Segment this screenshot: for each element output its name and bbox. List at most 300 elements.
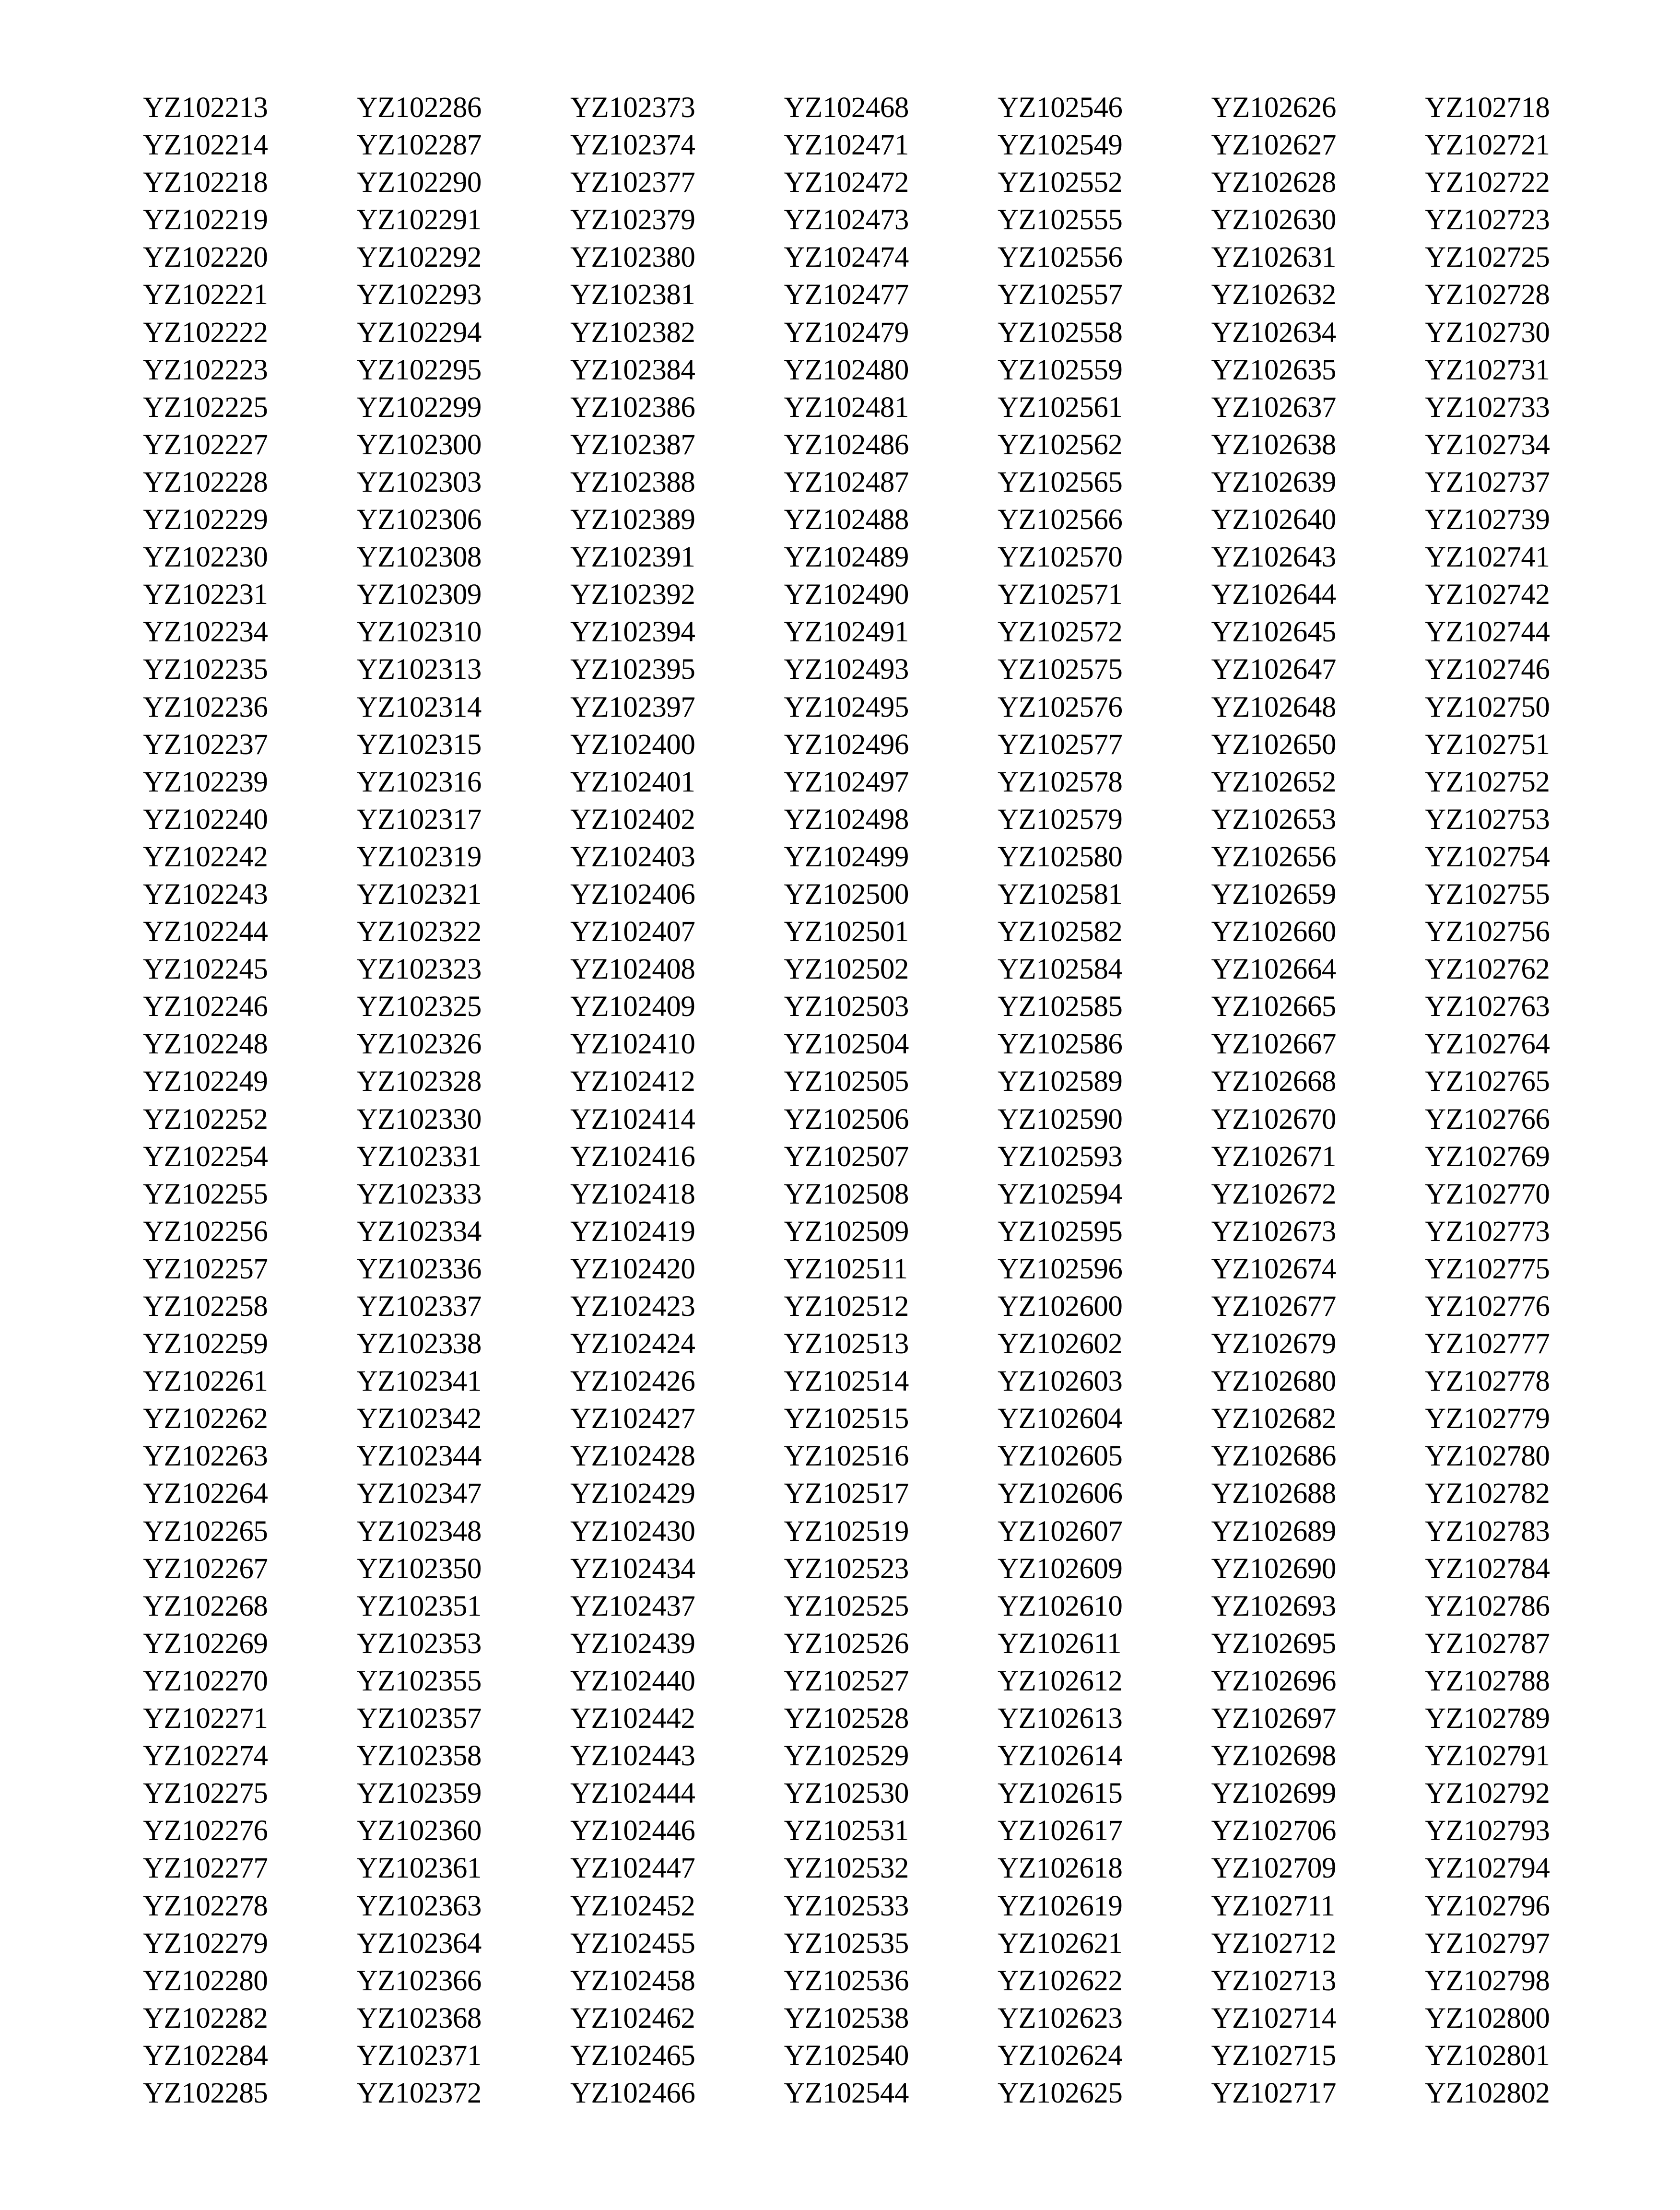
id-list-item: YZ102314 xyxy=(356,691,482,723)
id-list-item: YZ102503 xyxy=(784,991,909,1023)
id-list-item: YZ102371 xyxy=(356,2039,482,2072)
id-list-item: YZ102668 xyxy=(1211,1065,1336,1098)
id-column-7 xyxy=(1425,89,1639,2112)
id-list-item: YZ102363 xyxy=(356,1890,482,1922)
id-list-item: YZ102737 xyxy=(1425,466,1550,498)
id-list-item: YZ102392 xyxy=(570,579,695,611)
id-list-item: YZ102341 xyxy=(356,1365,482,1398)
id-list-item: YZ102214 xyxy=(143,129,268,162)
id-list-item: YZ102752 xyxy=(1425,766,1550,798)
id-list-item: YZ102723 xyxy=(1425,204,1550,236)
id-list-item: YZ102490 xyxy=(784,579,909,611)
id-list-item: YZ102600 xyxy=(998,1290,1123,1323)
id-list-item: YZ102614 xyxy=(998,1740,1123,1773)
id-list-item: YZ102336 xyxy=(356,1253,482,1285)
id-list-item: YZ102504 xyxy=(784,1028,909,1061)
id-list-item: YZ102582 xyxy=(998,916,1123,948)
id-list-item: YZ102397 xyxy=(570,691,695,723)
id-list-item: YZ102466 xyxy=(570,2077,695,2109)
id-list-item: YZ102263 xyxy=(143,1440,268,1473)
id-list-item: YZ102626 xyxy=(1211,92,1336,124)
id-list-item: YZ102455 xyxy=(570,1927,695,1960)
id-list-item: YZ102493 xyxy=(784,653,909,686)
id-list-item: YZ102679 xyxy=(1211,1328,1336,1360)
id-list-item: YZ102359 xyxy=(356,1777,482,1810)
id-list-item: YZ102615 xyxy=(998,1777,1123,1810)
id-list-item: YZ102275 xyxy=(143,1777,268,1810)
id-list-item: YZ102623 xyxy=(998,2002,1123,2034)
id-list-item: YZ102753 xyxy=(1425,803,1550,836)
id-list-item: YZ102465 xyxy=(570,2039,695,2072)
id-list-item: YZ102696 xyxy=(1211,1665,1336,1697)
id-list-item: YZ102252 xyxy=(143,1103,268,1135)
id-list-item: YZ102282 xyxy=(143,2002,268,2034)
id-list-item: YZ102555 xyxy=(998,204,1123,236)
id-list-item: YZ102578 xyxy=(998,766,1123,798)
id-list-item: YZ102373 xyxy=(570,92,695,124)
id-list-item: YZ102764 xyxy=(1425,1028,1550,1061)
id-list-item: YZ102698 xyxy=(1211,1740,1336,1773)
id-list-item: YZ102299 xyxy=(356,391,482,424)
id-list-item: YZ102331 xyxy=(356,1140,482,1173)
id-list-item: YZ102526 xyxy=(784,1627,909,1660)
id-list-item: YZ102368 xyxy=(356,2002,482,2034)
id-list-item: YZ102566 xyxy=(998,504,1123,536)
id-list-item: YZ102610 xyxy=(998,1590,1123,1622)
id-list-item: YZ102424 xyxy=(570,1328,695,1360)
id-list-item: YZ102487 xyxy=(784,466,909,498)
id-list-item: YZ102414 xyxy=(570,1103,695,1135)
id-list-item: YZ102718 xyxy=(1425,92,1550,124)
id-list-item: YZ102632 xyxy=(1211,279,1336,311)
id-list-item: YZ102673 xyxy=(1211,1215,1336,1248)
id-list-item: YZ102690 xyxy=(1211,1552,1336,1585)
id-list-item: YZ102693 xyxy=(1211,1590,1336,1622)
id-list-item: YZ102793 xyxy=(1425,1815,1550,1847)
id-list-item: YZ102507 xyxy=(784,1140,909,1173)
id-list-item: YZ102721 xyxy=(1425,129,1550,162)
id-list-item: YZ102630 xyxy=(1211,204,1336,236)
id-list-item: YZ102264 xyxy=(143,1477,268,1510)
id-list-item: YZ102237 xyxy=(143,728,268,761)
id-list-item: YZ102788 xyxy=(1425,1665,1550,1697)
id-list-item: YZ102624 xyxy=(998,2039,1123,2072)
id-list-item: YZ102515 xyxy=(784,1403,909,1435)
id-list-item: YZ102650 xyxy=(1211,728,1336,761)
id-list-item: YZ102221 xyxy=(143,279,268,311)
id-list-item: YZ102791 xyxy=(1425,1740,1550,1773)
id-list-item: YZ102552 xyxy=(998,166,1123,199)
id-list-item: YZ102739 xyxy=(1425,504,1550,536)
id-list-item: YZ102313 xyxy=(356,653,482,686)
id-list-item: YZ102381 xyxy=(570,279,695,311)
id-list-item: YZ102265 xyxy=(143,1515,268,1548)
id-list-item: YZ102366 xyxy=(356,1964,482,1997)
id-list-item: YZ102802 xyxy=(1425,2077,1550,2109)
id-list-item: YZ102621 xyxy=(998,1927,1123,1960)
id-list-item: YZ102528 xyxy=(784,1702,909,1735)
id-list-item: YZ102609 xyxy=(998,1552,1123,1585)
id-list-item: YZ102755 xyxy=(1425,878,1550,910)
id-list-item: YZ102380 xyxy=(570,241,695,274)
id-list-item: YZ102278 xyxy=(143,1890,268,1922)
id-list-item: YZ102533 xyxy=(784,1890,909,1922)
id-list-item: YZ102330 xyxy=(356,1103,482,1135)
id-list-item: YZ102559 xyxy=(998,354,1123,386)
id-list-item: YZ102319 xyxy=(356,840,482,873)
id-list-item: YZ102712 xyxy=(1211,1927,1336,1960)
id-column-6 xyxy=(1211,89,1425,2112)
id-list-item: YZ102576 xyxy=(998,691,1123,723)
id-list-item: YZ102603 xyxy=(998,1365,1123,1398)
id-list-item: YZ102434 xyxy=(570,1552,695,1585)
id-list-item: YZ102605 xyxy=(998,1440,1123,1473)
id-list-item: YZ102403 xyxy=(570,840,695,873)
id-list-item: YZ102762 xyxy=(1425,953,1550,986)
id-list-item: YZ102776 xyxy=(1425,1290,1550,1323)
id-list-item: YZ102644 xyxy=(1211,579,1336,611)
id-list-item: YZ102491 xyxy=(784,616,909,649)
id-list-item: YZ102412 xyxy=(570,1065,695,1098)
id-list-item: YZ102406 xyxy=(570,878,695,910)
id-list-item: YZ102270 xyxy=(143,1665,268,1697)
id-list-item: YZ102243 xyxy=(143,878,268,910)
id-list-item: YZ102328 xyxy=(356,1065,482,1098)
id-list-item: YZ102775 xyxy=(1425,1253,1550,1285)
id-list-item: YZ102355 xyxy=(356,1665,482,1697)
id-list-item: YZ102234 xyxy=(143,616,268,649)
id-list-item: YZ102715 xyxy=(1211,2039,1336,2072)
id-list-item: YZ102575 xyxy=(998,653,1123,686)
id-list-item: YZ102667 xyxy=(1211,1028,1336,1061)
id-list-item: YZ102648 xyxy=(1211,691,1336,723)
id-list-item: YZ102558 xyxy=(998,316,1123,349)
id-list-item: YZ102444 xyxy=(570,1777,695,1810)
id-list-item: YZ102423 xyxy=(570,1290,695,1323)
id-list-item: YZ102750 xyxy=(1425,691,1550,723)
id-list-item: YZ102535 xyxy=(784,1927,909,1960)
id-list-item: YZ102508 xyxy=(784,1178,909,1210)
id-list-item: YZ102401 xyxy=(570,766,695,798)
id-list-item: YZ102374 xyxy=(570,129,695,162)
id-list-item: YZ102706 xyxy=(1211,1815,1336,1847)
id-list-item: YZ102360 xyxy=(356,1815,482,1847)
id-list-item: YZ102744 xyxy=(1425,616,1550,649)
id-list-item: YZ102344 xyxy=(356,1440,482,1473)
id-list-item: YZ102711 xyxy=(1211,1890,1335,1922)
id-list-item: YZ102317 xyxy=(356,803,482,836)
id-list-item: YZ102473 xyxy=(784,204,909,236)
id-list-item: YZ102671 xyxy=(1211,1140,1336,1173)
id-list-item: YZ102254 xyxy=(143,1140,268,1173)
id-column-5 xyxy=(998,89,1211,2112)
id-list-item: YZ102786 xyxy=(1425,1590,1550,1622)
id-list-item: YZ102709 xyxy=(1211,1852,1336,1885)
id-list-item: YZ102585 xyxy=(998,991,1123,1023)
id-list-item: YZ102717 xyxy=(1211,2077,1336,2109)
id-list-item: YZ102779 xyxy=(1425,1403,1550,1435)
id-list-item: YZ102386 xyxy=(570,391,695,424)
id-list-item: YZ102577 xyxy=(998,728,1123,761)
id-list-item: YZ102589 xyxy=(998,1065,1123,1098)
id-list-item: YZ102382 xyxy=(570,316,695,349)
id-list-item: YZ102379 xyxy=(570,204,695,236)
id-list-item: YZ102262 xyxy=(143,1403,268,1435)
id-list-item: YZ102437 xyxy=(570,1590,695,1622)
id-list-item: YZ102647 xyxy=(1211,653,1336,686)
id-list-item: YZ102498 xyxy=(784,803,909,836)
id-list-item: YZ102570 xyxy=(998,541,1123,574)
id-list-item: YZ102677 xyxy=(1211,1290,1336,1323)
id-list-item: YZ102531 xyxy=(784,1815,909,1847)
id-list-item: YZ102619 xyxy=(998,1890,1123,1922)
id-list-item: YZ102579 xyxy=(998,803,1123,836)
id-list-item: YZ102777 xyxy=(1425,1328,1550,1360)
id-list-item: YZ102274 xyxy=(143,1740,268,1773)
id-list-item: YZ102505 xyxy=(784,1065,909,1098)
id-list-item: YZ102640 xyxy=(1211,504,1336,536)
id-list-item: YZ102230 xyxy=(143,541,268,574)
id-list-item: YZ102783 xyxy=(1425,1515,1550,1548)
id-list-item: YZ102794 xyxy=(1425,1852,1550,1885)
id-list-item: YZ102358 xyxy=(356,1740,482,1773)
id-list-item: YZ102291 xyxy=(356,204,482,236)
id-list-item: YZ102410 xyxy=(570,1028,695,1061)
id-list-item: YZ102773 xyxy=(1425,1215,1550,1248)
id-list-item: YZ102495 xyxy=(784,691,909,723)
id-list-item: YZ102689 xyxy=(1211,1515,1336,1548)
id-list-item: YZ102420 xyxy=(570,1253,695,1285)
id-list-item: YZ102546 xyxy=(998,92,1123,124)
id-list-item: YZ102488 xyxy=(784,504,909,536)
id-list-item: YZ102770 xyxy=(1425,1178,1550,1210)
id-list-item: YZ102713 xyxy=(1211,1964,1336,1997)
id-list-item: YZ102586 xyxy=(998,1028,1123,1061)
id-list-item: YZ102604 xyxy=(998,1403,1123,1435)
id-list-item: YZ102442 xyxy=(570,1702,695,1735)
id-list-item: YZ102680 xyxy=(1211,1365,1336,1398)
id-list-item: YZ102389 xyxy=(570,504,695,536)
id-list-item: YZ102746 xyxy=(1425,653,1550,686)
id-list-item: YZ102672 xyxy=(1211,1178,1336,1210)
id-list-item: YZ102348 xyxy=(356,1515,482,1548)
id-list-item: YZ102511 xyxy=(784,1253,908,1285)
id-list-item: YZ102321 xyxy=(356,878,482,910)
id-list-item: YZ102638 xyxy=(1211,428,1336,461)
id-list-item: YZ102334 xyxy=(356,1215,482,1248)
id-list-item: YZ102430 xyxy=(570,1515,695,1548)
id-list-item: YZ102527 xyxy=(784,1665,909,1697)
id-list-item: YZ102395 xyxy=(570,653,695,686)
id-list-item: YZ102271 xyxy=(143,1702,268,1735)
id-list-item: YZ102523 xyxy=(784,1552,909,1585)
id-list-item: YZ102602 xyxy=(998,1328,1123,1360)
id-list-item: YZ102800 xyxy=(1425,2002,1550,2034)
id-list-item: YZ102259 xyxy=(143,1328,268,1360)
id-list-item: YZ102656 xyxy=(1211,840,1336,873)
id-list-item: YZ102728 xyxy=(1425,279,1550,311)
id-list-item: YZ102308 xyxy=(356,541,482,574)
id-list-item: YZ102652 xyxy=(1211,766,1336,798)
id-list-item: YZ102428 xyxy=(570,1440,695,1473)
id-list-item: YZ102347 xyxy=(356,1477,482,1510)
id-list-item: YZ102280 xyxy=(143,1964,268,1997)
id-list-item: YZ102219 xyxy=(143,204,268,236)
id-list-item: YZ102741 xyxy=(1425,541,1550,574)
id-list-item: YZ102481 xyxy=(784,391,909,424)
id-list-item: YZ102286 xyxy=(356,92,482,124)
id-list-item: YZ102222 xyxy=(143,316,268,349)
id-list-item: YZ102325 xyxy=(356,991,482,1023)
id-list-item: YZ102213 xyxy=(143,92,268,124)
id-list-item: YZ102468 xyxy=(784,92,909,124)
id-list-item: YZ102244 xyxy=(143,916,268,948)
id-list-item: YZ102501 xyxy=(784,916,909,948)
id-list-item: YZ102562 xyxy=(998,428,1123,461)
id-list-item: YZ102333 xyxy=(356,1178,482,1210)
id-list-item: YZ102419 xyxy=(570,1215,695,1248)
id-list-item: YZ102637 xyxy=(1211,391,1336,424)
id-list-item: YZ102631 xyxy=(1211,241,1336,274)
id-list-item: YZ102400 xyxy=(570,728,695,761)
id-list-item: YZ102316 xyxy=(356,766,482,798)
id-list-item: YZ102235 xyxy=(143,653,268,686)
id-list-item: YZ102309 xyxy=(356,579,482,611)
id-list-item: YZ102372 xyxy=(356,2077,482,2109)
id-list-item: YZ102532 xyxy=(784,1852,909,1885)
id-list-item: YZ102227 xyxy=(143,428,268,461)
id-list-item: YZ102765 xyxy=(1425,1065,1550,1098)
id-list-item: YZ102670 xyxy=(1211,1103,1336,1135)
id-list-item: YZ102364 xyxy=(356,1927,482,1960)
id-list-item: YZ102540 xyxy=(784,2039,909,2072)
id-list-item: YZ102388 xyxy=(570,466,695,498)
id-list-item: YZ102306 xyxy=(356,504,482,536)
id-list-item: YZ102357 xyxy=(356,1702,482,1735)
id-list-item: YZ102751 xyxy=(1425,728,1550,761)
id-list-item: YZ102229 xyxy=(143,504,268,536)
id-list-item: YZ102287 xyxy=(356,129,482,162)
id-list-item: YZ102611 xyxy=(998,1627,1122,1660)
id-list-item: YZ102496 xyxy=(784,728,909,761)
id-list-item: YZ102731 xyxy=(1425,354,1550,386)
id-list-item: YZ102594 xyxy=(998,1178,1123,1210)
id-list-item: YZ102512 xyxy=(784,1290,909,1323)
id-list-item: YZ102249 xyxy=(143,1065,268,1098)
id-list-item: YZ102474 xyxy=(784,241,909,274)
id-list-item: YZ102516 xyxy=(784,1440,909,1473)
id-list-item: YZ102225 xyxy=(143,391,268,424)
id-list-item: YZ102452 xyxy=(570,1890,695,1922)
id-list-item: YZ102725 xyxy=(1425,241,1550,274)
id-list-item: YZ102613 xyxy=(998,1702,1123,1735)
id-list-item: YZ102284 xyxy=(143,2039,268,2072)
id-list-item: YZ102479 xyxy=(784,316,909,349)
id-list-item: YZ102509 xyxy=(784,1215,909,1248)
id-list-item: YZ102377 xyxy=(570,166,695,199)
id-list-item: YZ102384 xyxy=(570,354,695,386)
id-list-item: YZ102763 xyxy=(1425,991,1550,1023)
id-list-item: YZ102617 xyxy=(998,1815,1123,1847)
id-list-item: YZ102231 xyxy=(143,579,268,611)
id-list-item: YZ102218 xyxy=(143,166,268,199)
id-list-item: YZ102416 xyxy=(570,1140,695,1173)
id-list-item: YZ102593 xyxy=(998,1140,1123,1173)
id-list-item: YZ102734 xyxy=(1425,428,1550,461)
id-list-item: YZ102682 xyxy=(1211,1403,1336,1435)
id-list-item: YZ102489 xyxy=(784,541,909,574)
id-list-item: YZ102780 xyxy=(1425,1440,1550,1473)
id-list-item: YZ102429 xyxy=(570,1477,695,1510)
id-list-item: YZ102557 xyxy=(998,279,1123,311)
id-list-item: YZ102290 xyxy=(356,166,482,199)
id-list-item: YZ102255 xyxy=(143,1178,268,1210)
id-list-item: YZ102486 xyxy=(784,428,909,461)
id-list-item: YZ102439 xyxy=(570,1627,695,1660)
id-list-item: YZ102782 xyxy=(1425,1477,1550,1510)
id-list-item: YZ102514 xyxy=(784,1365,909,1398)
id-list-item: YZ102653 xyxy=(1211,803,1336,836)
id-list-item: YZ102502 xyxy=(784,953,909,986)
id-list-item: YZ102447 xyxy=(570,1852,695,1885)
id-list-item: YZ102223 xyxy=(143,354,268,386)
id-list-item: YZ102571 xyxy=(998,579,1123,611)
id-list-item: YZ102353 xyxy=(356,1627,482,1660)
id-list-item: YZ102418 xyxy=(570,1178,695,1210)
id-list-item: YZ102269 xyxy=(143,1627,268,1660)
id-list-item: YZ102426 xyxy=(570,1365,695,1398)
id-list-item: YZ102240 xyxy=(143,803,268,836)
id-list-item: YZ102792 xyxy=(1425,1777,1550,1810)
id-list-item: YZ102628 xyxy=(1211,166,1336,199)
id-list-item: YZ102471 xyxy=(784,129,909,162)
id-list-item: YZ102789 xyxy=(1425,1702,1550,1735)
id-list-item: YZ102659 xyxy=(1211,878,1336,910)
id-list-item: YZ102561 xyxy=(998,391,1123,424)
id-list-item: YZ102248 xyxy=(143,1028,268,1061)
id-list-item: YZ102228 xyxy=(143,466,268,498)
id-list-item: YZ102536 xyxy=(784,1964,909,1997)
id-list-item: YZ102315 xyxy=(356,728,482,761)
id-list-item: YZ102697 xyxy=(1211,1702,1336,1735)
id-list-item: YZ102239 xyxy=(143,766,268,798)
id-list-item: YZ102580 xyxy=(998,840,1123,873)
id-list-grid xyxy=(143,89,1639,2112)
id-list-item: YZ102742 xyxy=(1425,579,1550,611)
id-list-item: YZ102769 xyxy=(1425,1140,1550,1173)
id-list-item: YZ102351 xyxy=(356,1590,482,1622)
id-list-item: YZ102590 xyxy=(998,1103,1123,1135)
id-list-item: YZ102733 xyxy=(1425,391,1550,424)
id-list-item: YZ102549 xyxy=(998,129,1123,162)
id-list-item: YZ102472 xyxy=(784,166,909,199)
id-list-item: YZ102446 xyxy=(570,1815,695,1847)
id-list-item: YZ102639 xyxy=(1211,466,1336,498)
id-list-item: YZ102784 xyxy=(1425,1552,1550,1585)
id-list-item: YZ102565 xyxy=(998,466,1123,498)
id-list-item: YZ102778 xyxy=(1425,1365,1550,1398)
id-list-item: YZ102556 xyxy=(998,241,1123,274)
id-list-item: YZ102443 xyxy=(570,1740,695,1773)
id-list-item: YZ102338 xyxy=(356,1328,482,1360)
id-list-item: YZ102513 xyxy=(784,1328,909,1360)
id-list-item: YZ102322 xyxy=(356,916,482,948)
id-list-item: YZ102462 xyxy=(570,2002,695,2034)
id-list-item: YZ102477 xyxy=(784,279,909,311)
id-list-item: YZ102458 xyxy=(570,1964,695,1997)
id-list-item: YZ102276 xyxy=(143,1815,268,1847)
id-list-item: YZ102596 xyxy=(998,1253,1123,1285)
